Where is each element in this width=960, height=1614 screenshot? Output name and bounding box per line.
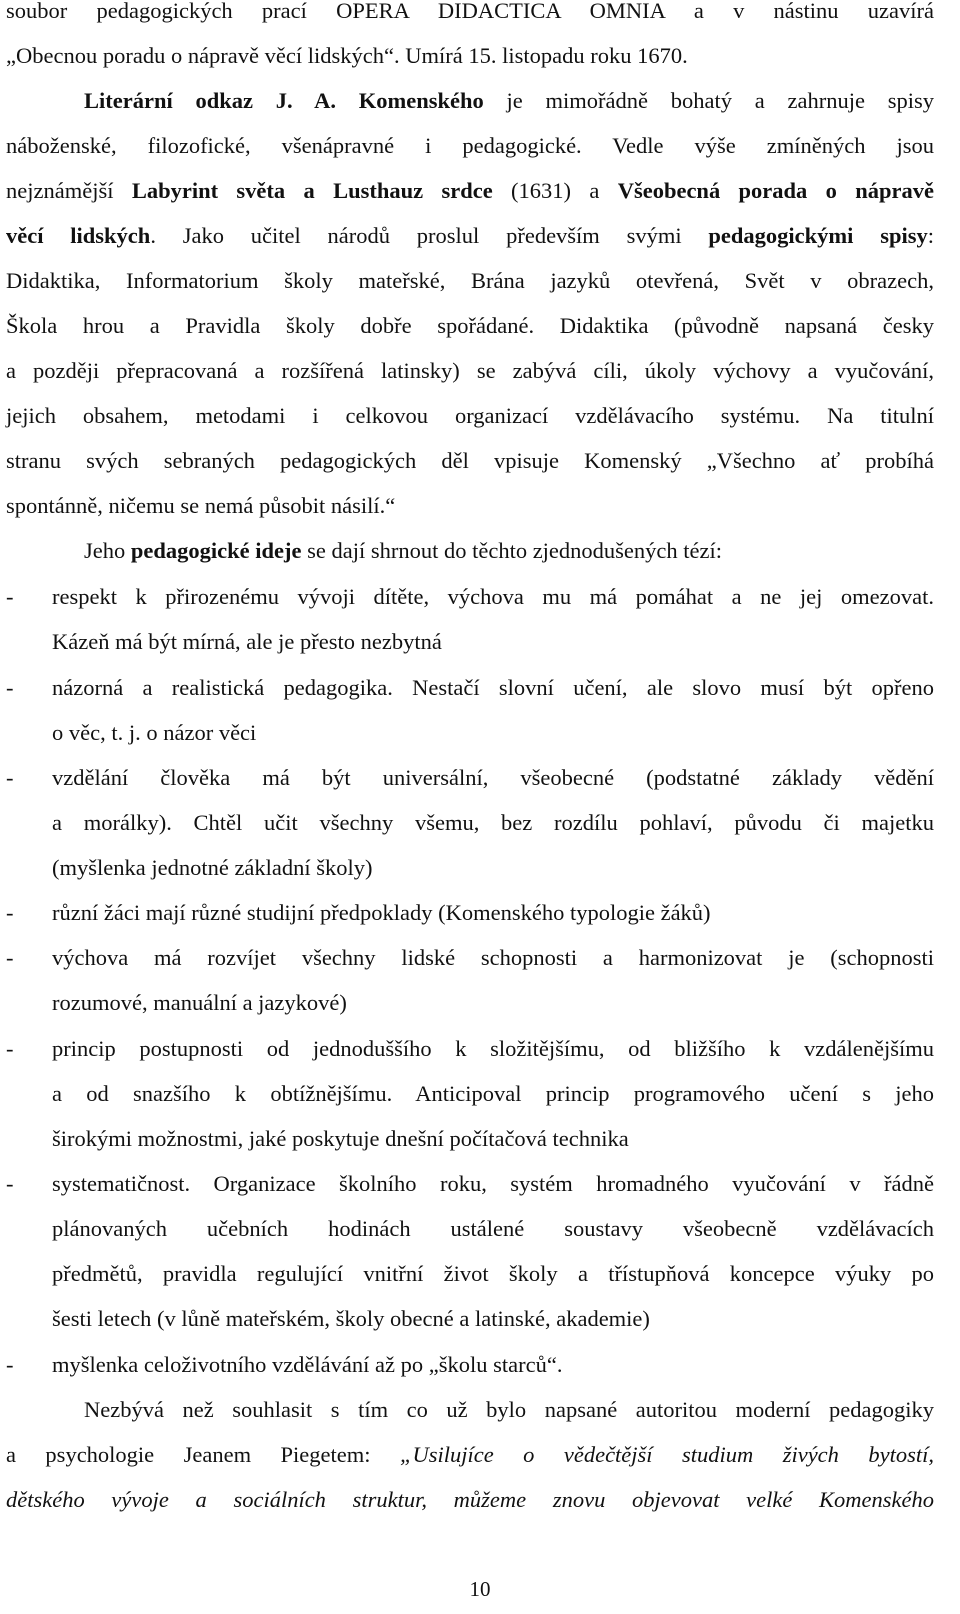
list-item-line: a od snazšího k obtížnějšímu. Anticipoval princip programového učení s jeho (52, 1081, 934, 1106)
dash-marker: - (6, 765, 14, 790)
list-item-line: (myšlenka jednotné základní školy) (52, 855, 373, 880)
list-item-line: výchova má rozvíjet všechny lidské schopnosti a harmonizovat je (schopnosti (52, 945, 934, 970)
bold-term: Literární odkaz J. A. Komenského (84, 88, 484, 113)
text-line: věcí lidských. Jako učitel národů proslul především svými pedagogickými spisy: (6, 223, 934, 248)
dash-marker: - (6, 945, 14, 970)
quote-text: „Usilujíce o vědečtější studium živých bytostí, (399, 1442, 934, 1467)
list-item-line: myšlenka celoživotního vzdělávání až po „školu starců“. (52, 1352, 563, 1377)
text-line (6, 1485, 934, 1515)
bold-term: věcí lidských (6, 223, 151, 248)
list-item-line: šesti letech (v lůně mateřském, školy obecné a latinské, akademie) (52, 1306, 650, 1331)
bold-term: pedagogické ideje (130, 538, 302, 563)
list-item-line: předmětů, pravidla regulující vnitřní život školy a třístupňová koncepce výuky po (52, 1261, 934, 1286)
text-line: Didaktika, Informatorium školy mateřské, Brána jazyků otevřená, Svět v obrazech, (6, 268, 934, 293)
text-line: náboženské, filozofické, všenápravné i pedagogické. Vedle výše zmíněných jsou (6, 133, 934, 158)
text-line: Nezbývá než souhlasit s tím co už bylo napsané autoritou moderní pedagogiky (84, 1397, 934, 1422)
list-item-line: názorná a realistická pedagogika. Nestačí slovní učení, ale slovo musí být opřeno (52, 675, 934, 700)
text-line: stranu svých sebraných pedagogických děl vpisuje Komenský „Všechno ať probíhá (6, 448, 934, 473)
text-line: spontánně, ničemu se nemá působit násilí.“ (6, 493, 396, 518)
list-item-line: o věc, t. j. o názor věci (52, 720, 257, 745)
dash-marker: - (6, 1171, 14, 1196)
list-item-line: různí žáci mají různé studijní předpoklady (Komenského typologie žáků) (52, 900, 711, 925)
list-item-line: respekt k přirozenému vývoji dítěte, výchova mu má pomáhat a ne jej omezovat. (52, 584, 934, 609)
text-line: Jeho pedagogické ideje se dají shrnout do těchto zjednodušených tézí: (84, 538, 722, 563)
quote-text: dětského vývoje a sociálních struktur, můžeme znovu objevovat velké Komenského (6, 1487, 934, 1512)
text-line: a později přepracovaná a rozšířená latinsky) se zabývá cíli, úkoly výchovy a vyučování, (6, 358, 934, 383)
bold-term: Labyrint světa a Lusthauz srdce (131, 178, 493, 203)
list-item-line: a morálky). Chtěl učit všechny všemu, bez rozdílu pohlaví, původu či majetku (52, 810, 934, 835)
dash-marker: - (6, 900, 14, 925)
list-item-line: systematičnost. Organizace školního roku, systém hromadného vyučování v řádně (52, 1171, 934, 1196)
text-line: a psychologie Jeanem Piegetem: „Usilujíce o vědečtější studium živých bytostí, (6, 1442, 934, 1467)
list-item-line: vzdělání člověka má být universální, všeobecné (podstatné základy vědění (52, 765, 934, 790)
list-item-line: širokými možnostmi, jaké poskytuje dnešní počítačová technika (52, 1126, 629, 1151)
bold-term: pedagogickými spisy (708, 223, 928, 248)
dash-marker: - (6, 675, 14, 700)
text-line: nejznámější Labyrint světa a Lusthauz srdce (1631) a Všeobecná porada o nápravě (6, 178, 934, 203)
dash-marker: - (6, 1036, 14, 1061)
text-line: Literární odkaz J. A. Komenského je mimořádně bohatý a zahrnuje spisy (84, 88, 934, 113)
dash-marker: - (6, 1352, 14, 1377)
list-item-line: rozumové, manuální a jazykové) (52, 990, 347, 1015)
list-item-line: Kázeň má být mírná, ale je přesto nezbytná (52, 629, 442, 654)
list-item-line: princip postupnosti od jednoduššího k složitějšímu, od bližšího k vzdálenějšímu (52, 1036, 934, 1061)
bold-term: Všeobecná porada o nápravě (617, 178, 934, 203)
text-line: soubor pedagogických prací OPERA DIDACTICA OMNIA a v nástinu uzavírá (6, 0, 934, 23)
dash-marker: - (6, 584, 14, 609)
text-line: „Obecnou poradu o nápravě věcí lidských“. Umírá 15. listopadu roku 1670. (6, 43, 688, 68)
text-line: jejich obsahem, metodami i celkovou organizací vzdělávacího systému. Na titulní (6, 403, 934, 428)
page-number: 10 (469, 1577, 491, 1601)
text-line: Škola hrou a Pravidla školy dobře spořádané. Didaktika (původně napsaná česky (6, 313, 934, 338)
list-item-line: plánovaných učebních hodinách ustálené soustavy všeobecně vzdělávacích (52, 1216, 934, 1241)
